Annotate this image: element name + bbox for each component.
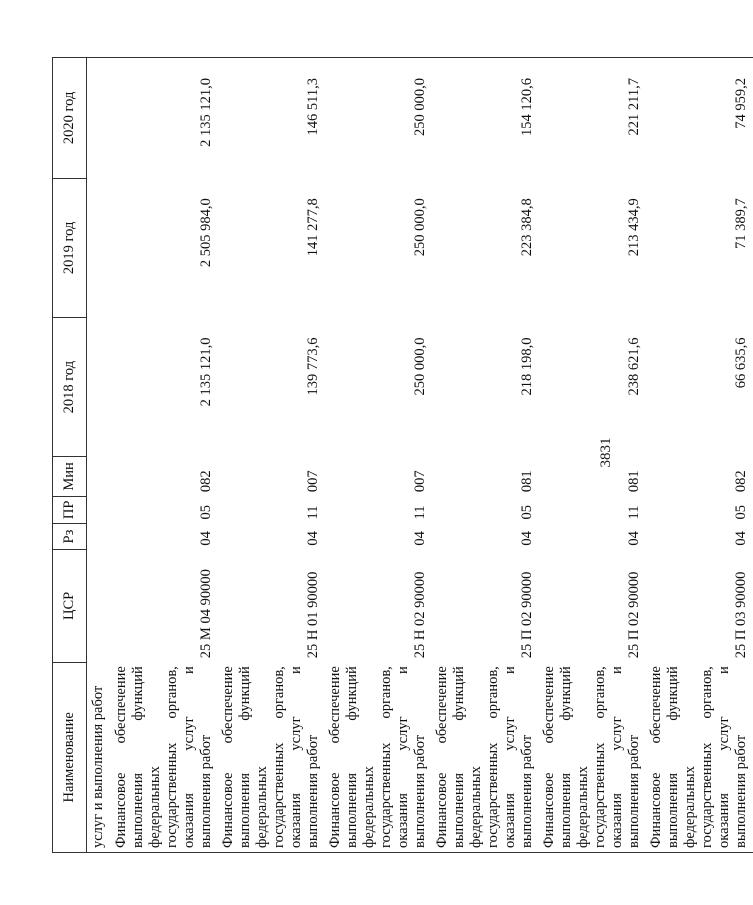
row-pr: 11 (305, 505, 321, 520)
row-min: 081 (519, 470, 535, 493)
row-min: 007 (412, 470, 428, 493)
row-name: Финансовое обеспечение выполнения функций федеральных государственных органов, оказания услуг и выполнения работ (432, 662, 539, 852)
page-number: 3831 (598, 437, 614, 468)
col-header-name: Наименование (53, 662, 87, 852)
continuation-row (87, 58, 112, 853)
table-row (646, 58, 753, 853)
row-min: 007 (305, 470, 321, 493)
row-2018: 66 635,6 (733, 337, 749, 389)
row-name: Финансовое обеспечение выполнения функций федеральных государственных органов, оказания услуг и выполнения работ (646, 662, 753, 852)
row-2019: 2 505 984,0 (198, 198, 214, 268)
row-2020: 154 120,6 (432, 58, 539, 179)
col-header-csr: ЦСР (53, 550, 87, 663)
row-name: Финансовое обеспечение выполнения функций федеральных государственных органов, оказания услуг и выполнения работ (539, 662, 646, 852)
row-min: 082 (733, 470, 749, 493)
table-row (432, 58, 539, 853)
row-2020: 250 000,0 (325, 58, 432, 179)
header-row (53, 58, 87, 853)
row-min: 081 (626, 470, 642, 493)
row-rz: 04 (626, 531, 642, 546)
row-2018: 250 000,0 (412, 337, 428, 396)
row-csr: 25 П 02 90000 (626, 571, 642, 659)
row-name: Финансовое обеспечение выполнения функций федеральных государственных органов, оказания услуг и выполнения работ (325, 662, 432, 852)
table-row (325, 58, 432, 853)
row-rz: 04 (198, 531, 214, 546)
table-row (218, 58, 325, 853)
row-2018: 238 621,6 (626, 337, 642, 396)
row-2019: 223 384,8 (519, 198, 535, 257)
col-header-2020: 2020 год (53, 58, 87, 179)
row-rz: 04 (519, 531, 535, 546)
row-name: Финансовое обеспечение выполнения функций федеральных государственных органов, оказания услуг и выполнения работ (218, 662, 325, 852)
continuation-text: услуг и выполнения работ (87, 662, 112, 852)
row-2019: 213 434,9 (626, 198, 642, 257)
row-csr: 25 П 02 90000 (519, 571, 535, 659)
row-2019: 71 389,7 (733, 198, 749, 249)
row-2018: 2 135 121,0 (198, 337, 214, 407)
table-row (539, 58, 646, 853)
col-header-min: Мин (53, 457, 87, 496)
row-2019: 250 000,0 (412, 198, 428, 257)
row-min: 082 (198, 470, 214, 493)
table-row (111, 58, 218, 853)
row-pr: 05 (519, 504, 535, 520)
row-2020: 2 135 121,0 (111, 58, 218, 179)
col-header-pr: ПР (53, 496, 87, 523)
row-pr: 11 (412, 505, 428, 520)
budget-table (52, 57, 753, 853)
row-rz: 04 (733, 531, 749, 546)
row-rz: 04 (305, 531, 321, 546)
row-csr: 25 М 04 90000 (198, 569, 214, 659)
row-2018: 139 773,6 (305, 337, 321, 396)
row-2020: 221 211,7 (539, 58, 646, 179)
row-2020: 146 511,3 (218, 58, 325, 179)
row-pr: 05 (733, 504, 749, 520)
row-2020: 74 959,2 (646, 58, 753, 179)
row-pr: 11 (626, 505, 642, 520)
col-header-2018: 2018 год (53, 317, 87, 456)
row-pr: 05 (198, 504, 214, 520)
col-header-2019: 2019 год (53, 178, 87, 317)
row-2018: 218 198,0 (519, 337, 535, 396)
row-rz: 04 (412, 531, 428, 546)
row-csr: 25 Н 01 90000 (305, 571, 321, 659)
row-2019: 141 277,8 (305, 198, 321, 257)
row-csr: 25 П 03 90000 (733, 571, 749, 659)
row-csr: 25 Н 02 90000 (412, 571, 428, 659)
col-header-rz: Рз (53, 523, 87, 549)
row-name: Финансовое обеспечение выполнения функций федеральных государственных органов, оказания услуг и выполнения работ (111, 662, 218, 852)
